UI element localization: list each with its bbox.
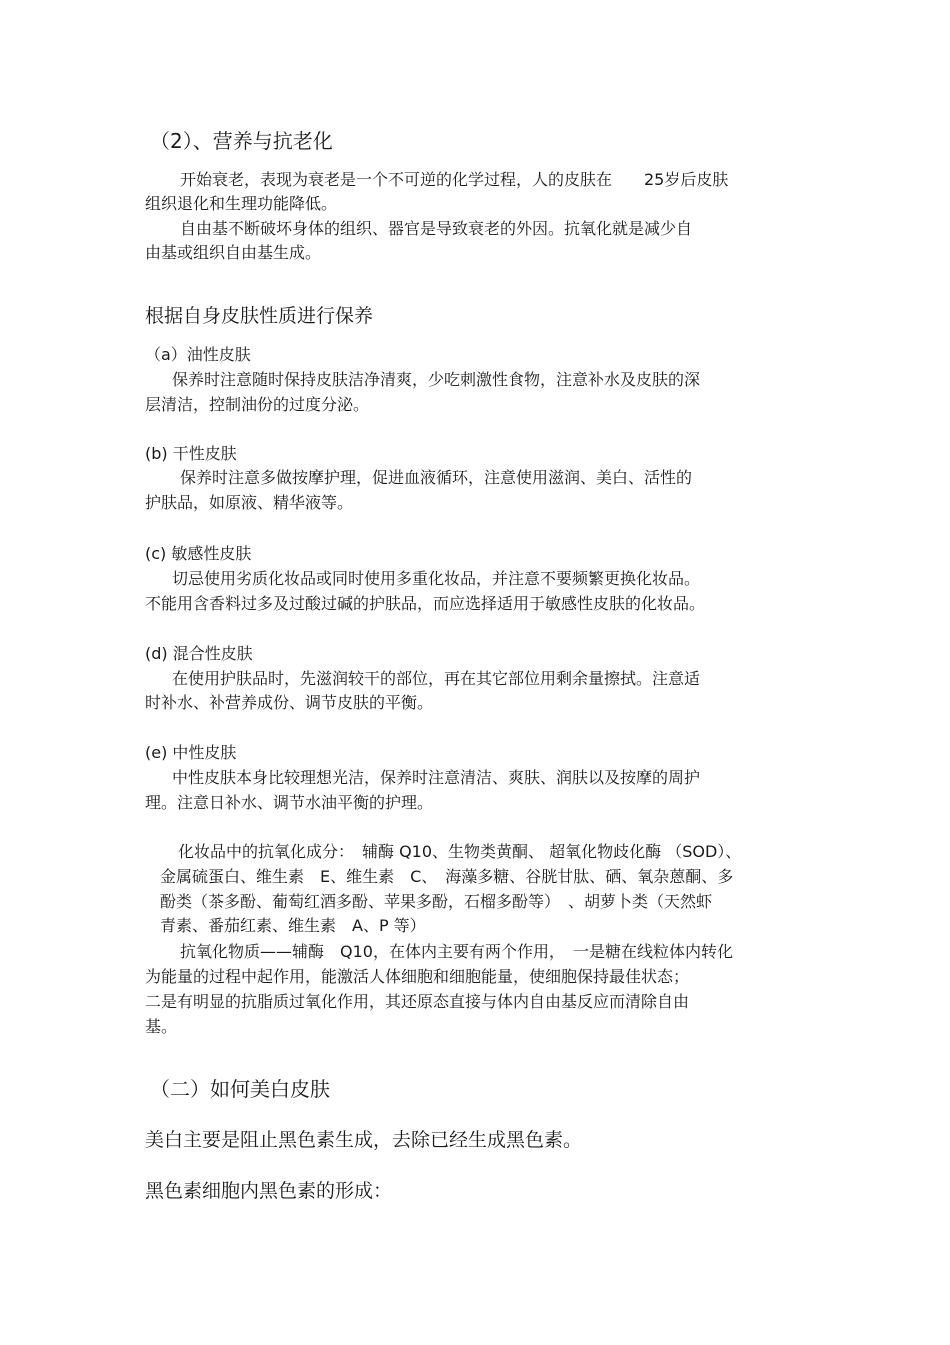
- paragraph-line: 理。注意日补水、调节水油平衡的护理。: [145, 793, 434, 812]
- paragraph-line: 自由基不断破坏身体的组织、器官是导致衰老的外因。抗氧化就是减少自: [180, 219, 693, 238]
- paragraph-line: 保养时注意多做按摩护理，促进血液循环，注意使用滋润、美白、活性的: [180, 468, 693, 487]
- paragraph-line: 金属硫蛋白、维生素 E、维生素 C、 海藻多糖、谷胱甘肽、硒、氧杂蒽酮、多: [160, 867, 734, 886]
- paragraph-line: 二是有明显的抗脂质过氧化作用，其还原态直接与体内自由基反应而清除自由: [145, 992, 690, 1011]
- paragraph-line: 层清洁，控制油份的过度分泌。: [145, 395, 370, 414]
- paragraph-line: 化妆品中的抗氧化成分： 辅酶 Q10、生物类黄酮、 超氧化物歧化酶 （SOD）、: [178, 842, 742, 861]
- paragraph-line: 青素、番茄红素、维生素 A、P 等）: [160, 916, 426, 935]
- paragraph-line: 美白主要是阻止黑色素生成，去除已经生成黑色素。: [145, 1129, 583, 1151]
- paragraph-line: 不能用含香料过多及过酸过碱的护肤品，而应选择适用于敏感性皮肤的化妆品。: [145, 594, 706, 613]
- paragraph-line: 为能量的过程中起作用，能激活人体细胞和细胞能量，使细胞保持最佳状态；: [145, 967, 690, 986]
- section-heading-antiaging: （2）、营养与抗老化: [150, 129, 333, 153]
- paragraph-line: 时补水、补营养成份、调节皮肤的平衡。: [145, 693, 434, 712]
- paragraph-line: 黑色素细胞内黑色素的形成：: [145, 1180, 393, 1202]
- section-heading-whitening: （二）如何美白皮肤: [150, 1077, 330, 1101]
- paragraph-line: 由基或组织自由基生成。: [145, 243, 322, 262]
- paragraph-line: 切忌使用劣质化妆品或同时使用多重化妆品，并注意不要频繁更换化妆品。: [172, 569, 701, 588]
- section-heading-skin-types: 根据自身皮肤性质进行保养: [145, 305, 374, 327]
- paragraph-line: 中性皮肤本身比较理想光洁，保养时注意清洁、爽肤、润肤以及按摩的周护: [172, 768, 701, 787]
- subheading-oily-skin: （a）油性皮肤: [145, 345, 251, 364]
- paragraph-line: 护肤品，如原液、精华液等。: [145, 493, 354, 512]
- subheading-sensitive-skin: (c) 敏感性皮肤: [145, 544, 252, 563]
- paragraph-line: 在使用护肤品时，先滋润较干的部位，再在其它部位用剩余量擦拭。注意适: [172, 669, 701, 688]
- paragraph-line: 开始衰老，表现为衰老是一个不可逆的化学过程，人的皮肤在 25岁后皮肤: [180, 170, 729, 189]
- paragraph-line: 酚类（茶多酚、葡萄红酒多酚、苹果多酚，石榴多酚等） 、胡萝卜类（天然虾: [160, 892, 713, 911]
- subheading-normal-skin: (e) 中性皮肤: [145, 743, 237, 762]
- paragraph-line: 保养时注意随时保持皮肤洁净清爽，少吃刺激性食物，注意补水及皮肤的深: [172, 370, 701, 389]
- subheading-dry-skin: (b) 干性皮肤: [145, 444, 237, 463]
- subheading-combination-skin: (d) 混合性皮肤: [145, 644, 253, 663]
- paragraph-line: 抗氧化物质——辅酶 Q10，在体内主要有两个作用， 一是糖在线粒体内转化: [180, 942, 733, 961]
- paragraph-line: 基。: [145, 1017, 178, 1036]
- paragraph-line: 组织退化和生理功能降低。: [145, 194, 338, 213]
